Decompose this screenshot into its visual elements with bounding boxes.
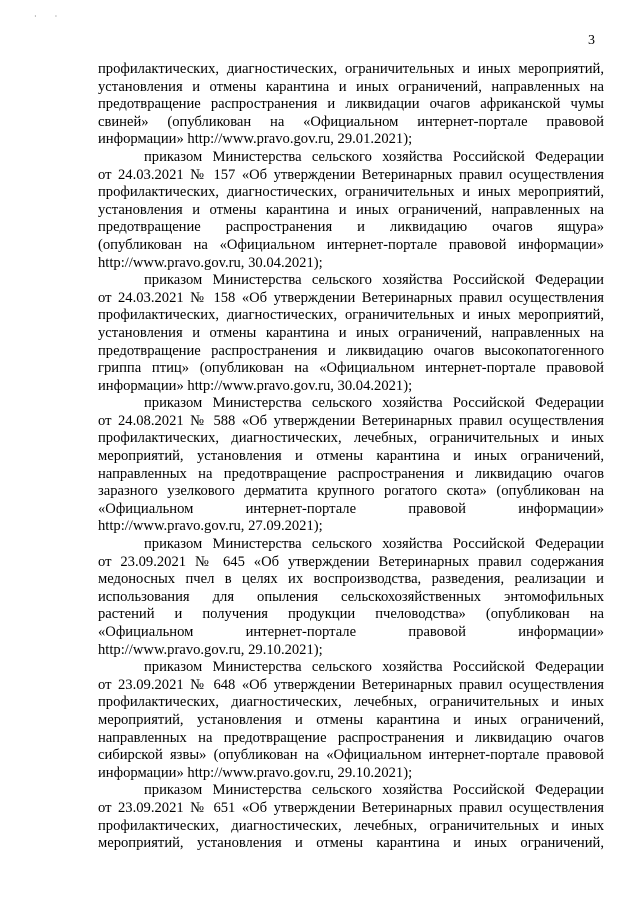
paragraph: [98, 272, 604, 395]
text-line: направленных на предотвращение распространения и ликвидацию очагов: [98, 729, 604, 746]
scan-artifact: · ·: [34, 12, 66, 21]
paragraph: [98, 61, 604, 149]
text-line: медоносных пчел в целях их воспроизводства, разведения, реализации и: [98, 571, 604, 588]
text-line: использования для опыления сельскохозяйственных энтомофильных: [98, 588, 604, 605]
page-number: 3: [588, 33, 595, 48]
text-line: «Официальном интернет-портале правовой информации»: [98, 500, 604, 517]
text-line: информации» http://www.pravo.gov.ru, 29.01.2021);: [98, 131, 413, 148]
text-line: профилактических, диагностических, ограничительных и иных мероприятий,: [98, 307, 604, 324]
text-line: профилактических, диагностических, ограничительных и иных мероприятий,: [98, 61, 604, 77]
text-line: установления и отмены карантина и иных ограничений, направленных на: [98, 78, 604, 95]
text-line: свиней» (опубликован на «Официальном интернет-портале правовой: [98, 113, 604, 130]
text-line: от 24.08.2021 № 588 «Об утверждении Ветеринарных правил осуществления: [98, 412, 604, 429]
text-line: приказом Министерства сельского хозяйства Российской Федерации: [144, 782, 604, 799]
text-line: http://www.pravo.gov.ru, 29.10.2021);: [98, 641, 323, 658]
text-line: предотвращение распространения и ликвидации очагов африканской чумы: [98, 96, 604, 113]
text-line: профилактических, диагностических, лечебных, ограничительных и иных: [98, 430, 604, 447]
text-line: от 24.03.2021 № 158 «Об утверждении Ветеринарных правил осуществления: [98, 289, 604, 306]
text-line: сибирской язвы» (опубликован на «Официальном интернет-портале правовой: [98, 747, 604, 764]
text-line: приказом Министерства сельского хозяйства Российской Федерации: [144, 395, 604, 412]
text-line: направленных на предотвращение распространения и ликвидацию очагов: [98, 465, 604, 482]
text-line: гриппа птиц» (опубликован на «Официальном интернет-портале правовой: [98, 360, 604, 377]
document-body: [98, 61, 604, 853]
paragraph: [98, 659, 604, 782]
text-line: (опубликован на «Официальном интернет-портале правовой информации»: [98, 236, 604, 253]
text-line: от 23.09.2021 № 648 «Об утверждении Ветеринарных правил осуществления: [98, 676, 604, 693]
text-line: мероприятий, установления и отмены карантина и иных ограничений,: [98, 835, 604, 852]
text-line: от 23.09.2021 № 645 «Об утверждении Ветеринарных правил содержания: [98, 553, 604, 570]
text-line: приказом Министерства сельского хозяйства Российской Федерации: [144, 272, 604, 289]
text-line: мероприятий, установления и отмены карантина и иных ограничений,: [98, 711, 604, 728]
paragraph: [98, 782, 604, 852]
text-line: профилактических, диагностических, ограничительных и иных мероприятий,: [98, 184, 604, 201]
text-line: приказом Министерства сельского хозяйства Российской Федерации: [144, 148, 604, 165]
text-line: мероприятий, установления и отмены карантина и иных ограничений,: [98, 448, 604, 465]
text-line: http://www.pravo.gov.ru, 27.09.2021);: [98, 518, 323, 535]
text-line: приказом Министерства сельского хозяйства Российской Федерации: [144, 659, 604, 676]
text-line: информации» http://www.pravo.gov.ru, 30.04.2021);: [98, 377, 413, 394]
text-line: предотвращение распространения и ликвидацию очагов высокопатогенного: [98, 342, 604, 359]
text-line: профилактических, диагностических, лечебных, ограничительных и иных: [98, 694, 604, 711]
text-line: приказом Министерства сельского хозяйства Российской Федерации: [144, 536, 604, 553]
text-line: от 23.09.2021 № 651 «Об утверждении Ветеринарных правил осуществления: [98, 799, 604, 816]
text-line: от 24.03.2021 № 157 «Об утверждении Ветеринарных правил осуществления: [98, 166, 604, 183]
text-line: установления и отмены карантина и иных ограничений, направленных на: [98, 201, 604, 218]
paragraph: [98, 536, 604, 659]
text-line: информации» http://www.pravo.gov.ru, 29.10.2021);: [98, 764, 413, 781]
text-line: заразного узелкового дерматита крупного рогатого скота» (опубликован на: [98, 483, 604, 500]
text-line: http://www.pravo.gov.ru, 30.04.2021);: [98, 254, 323, 271]
paragraph: [98, 395, 604, 536]
text-line: предотвращение распространения и ликвидацию очагов ящура»: [98, 219, 604, 236]
text-line: установления и отмены карантина и иных ограничений, направленных на: [98, 324, 604, 341]
paragraph: [98, 149, 604, 272]
text-line: растений и получения продукции пчеловодства» (опубликован на: [98, 606, 604, 623]
text-line: профилактических, диагностических, лечебных, ограничительных и иных: [98, 817, 604, 834]
text-line: «Официальном интернет-портале правовой информации»: [98, 624, 604, 640]
